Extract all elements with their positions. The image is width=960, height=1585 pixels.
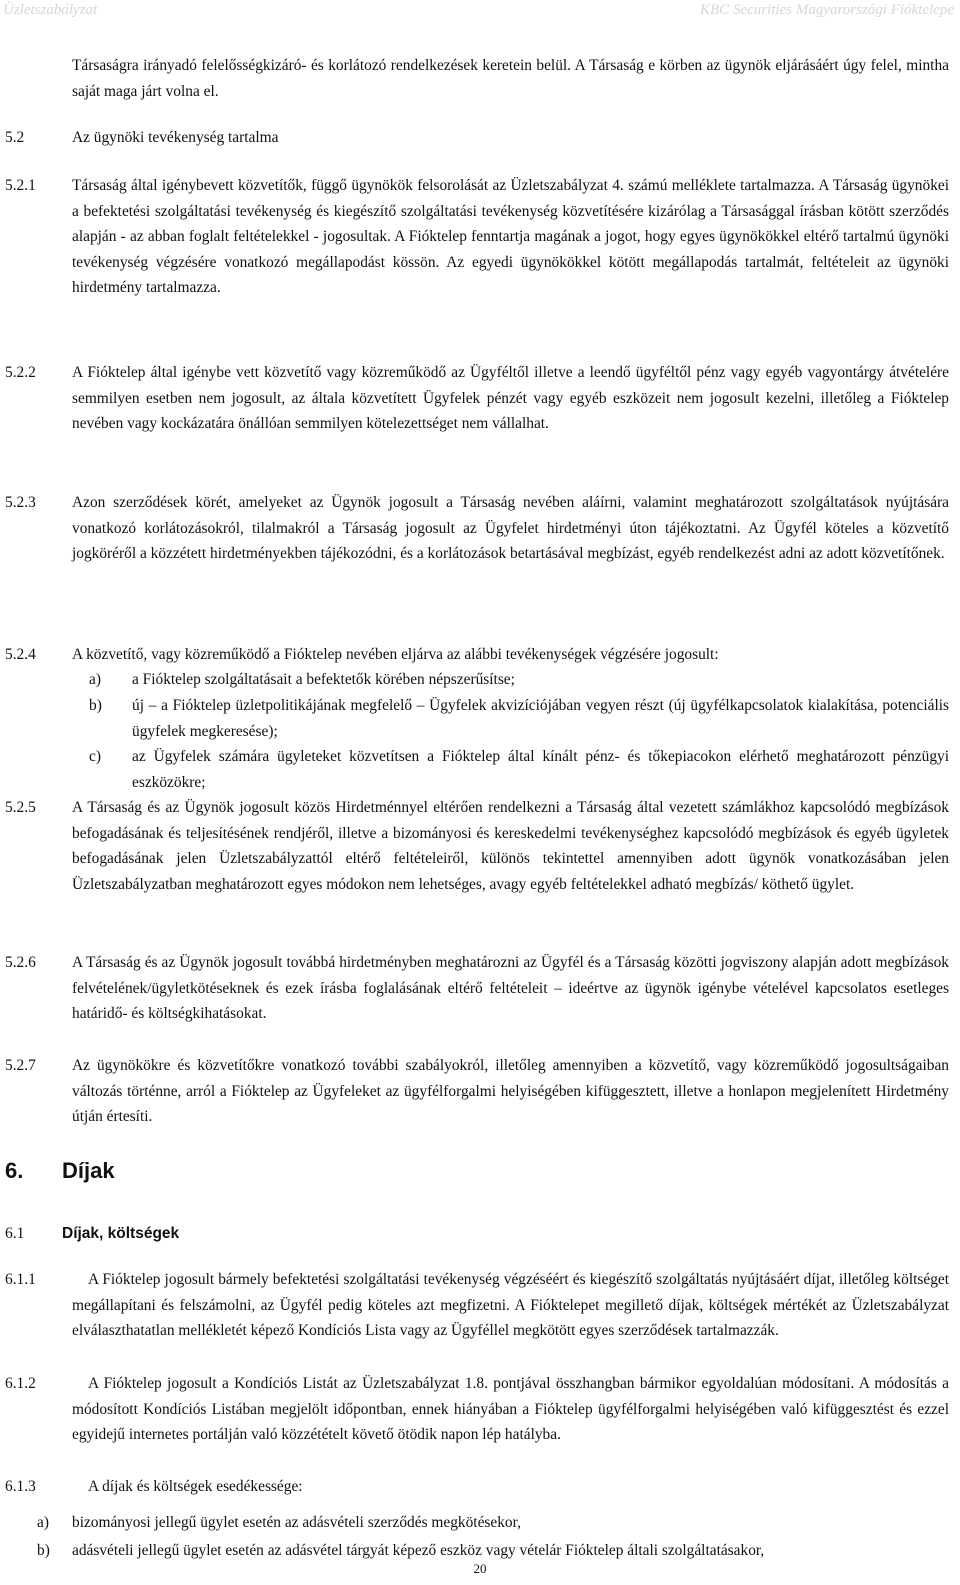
page-header (0, 0, 960, 24)
section-number: 5.2 (5, 129, 25, 146)
list-item-text: az Ügyfelek számára ügyleteket közvetítsen a Fióktelep által kínált pénz- és tőkepiacokon elérhető meghatározott pénzügyi eszközökre; (132, 748, 949, 791)
list-item-label: a) (89, 671, 101, 688)
list-item-text: a Fióktelep szolgáltatásait a befektetők körében népszerűsítse; (132, 671, 515, 688)
chapter-title: Díjak (62, 1158, 115, 1183)
subsection-number: 6.1 (5, 1225, 25, 1242)
section-text: A Társaság és az Ügynök jogosult közös Hirdetménnyel eltérően rendelkezni a Társaság által vezetett számlákhoz kapcsolódó megbízások befogadásának és teljesítésének rendjéről, illetve a bizományosi és kereskedelmi tevékenységhez kapcsolódó megbízások és egyéb ügyletek befogadásának jelen Üzletszabályzattól eltérő feltételeiről, különös tekintettel amennyiben adott ügynök vonatkozásában jelen Üzletszabályzatban meghatározott egyes módokon nem lehetséges, avagy egyéb feltételekkel adható megbízás/ köthető ügylet. (72, 799, 949, 893)
section-text: A Fióktelep jogosult a Kondíciós Listát az Üzletszabályzat 1.8. pontjával összhangban bármikor egyoldalúan módosítani. A módosítás a módosított Kondíciós Listában megjelölt időpontban, ennek hiányában a Fióktelep ügyfélforgalmi helyiségében való kifüggesztést és ezzel egyidejű internetes portálján való közzétételt követő ötödik napon lép hatályba. (72, 1375, 949, 1443)
section-text: A díjak és költségek esedékessége: (88, 1478, 303, 1495)
header-company-name: KBC Securities Magyarországi Fióktelepe (700, 2, 954, 18)
list-item-label: c) (89, 748, 101, 765)
section-text: A közvetítő, vagy közreműködő a Fióktelep nevében eljárva az alábbi tevékenységek végzésére jogosult: (72, 646, 719, 663)
page-number: 20 (473, 1561, 487, 1576)
chapter-number: 6. (5, 1158, 24, 1183)
list-item-text: új – a Fióktelep üzletpolitikájának megfelelő – Ügyfelek akvizíciójában vegyen részt (új ügyfélkapcsolatok kialakítása, potenciális ügyfelek megkeresése); (132, 697, 949, 740)
list-item-label: a) (37, 1514, 49, 1531)
section-title: Az ügynöki tevékenység tartalma (72, 129, 279, 146)
list-item-label: b) (37, 1542, 50, 1559)
section-number: 6.1.1 (5, 1271, 36, 1288)
section-text: Társaság által igénybevett közvetítők, függő ügynökök felsorolását az Üzletszabályzat 4. számú melléklete tartalmazza. A Társaság ügynökei a befektetési szolgáltatási tevékenység és kiegészítő szolgáltatási tevékenység közvetítésére kizárólag a Társasággal írásban kötött szerződés alapján - az abban foglalt feltételekkel - jogosultak. A Fióktelep fenntartja magának a jogot, hogy egyes ügynökökkel eltérő tartalmú ügynöki tevékenység végzésére vonatkozó megállapodást kössön. Az egyedi ügynökökkel kötött megállapodás tartalmát, feltételeit az ügynöki hirdetmény tartalmazza. (72, 177, 949, 296)
section-number: 5.2.3 (5, 494, 36, 511)
section-number: 5.2.4 (5, 646, 36, 663)
list-item-label: b) (89, 697, 102, 714)
section-text: A Fióktelep által igénybe vett közvetítő vagy közreműködő az Ügyféltől illetve a leendő ügyféltől pénz vagy egyéb vagyontárgy átvételére semmilyen esetben nem jogosult, az általa közvetített Ügyfelek pénzét vagy egyéb eszközeit nem jogosult kezelni, illetőleg a Fióktelep nevében vagy kockázatára önállóan semmilyen kötelezettséget nem vállalhat. (72, 364, 949, 432)
subsection-title: Díjak, költségek (62, 1225, 180, 1242)
section-number: 6.1.3 (5, 1478, 36, 1495)
section-text: Azon szerződések körét, amelyeket az Ügynök jogosult a Társaság nevében aláírni, valamint meghatározott szolgáltatások nyújtására vonatkozó korlátozásokról, tilalmakról a Társaság jogosult az Ügyfelet hirdetményi úton tájékoztatni. Az Ügyfél köteles a közvetítő jogköréről a közzétett hirdetményekben tájékozódni, és a korlátozások betartásával megbízást, egyéb rendelkezést adni az adott közvetítőnek. (72, 494, 949, 562)
header-document-title: Üzletszabályzat (3, 2, 98, 18)
list-item-text: adásvételi jellegű ügylet esetén az adásvétel tárgyát képező eszköz vagy vételár Fióktelep általi szolgáltatásakor, (72, 1542, 765, 1559)
section-text: A Fióktelep jogosult bármely befektetési szolgáltatási tevékenység végzéséért és kiegészítő szolgáltatás nyújtásáért díjat, illetőleg költséget megállapítani és felszámolni, az Ügyfél pedig köteles azt megfizetni. A Fióktelepet megillető díjak, költségek mértékét az Üzletszabályzat elválaszthatatlan mellékletét képező Kondíciós Lista vagy az Ügyféllel megkötött egyes szerződések tartalmazzák. (72, 1271, 949, 1339)
section-text: Az ügynökökre és közvetítőkre vonatkozó további szabályokról, illetőleg amennyiben a közvetítő, vagy közreműködő jogosultságaiban változás történne, arról a Fióktelep az Ügyfeleket az ügyfélforgalmi helyiségében kifüggesztett, illetve a honlapon megjelenített Hirdetmény útján értesíti. (72, 1057, 949, 1125)
section-number: 5.2.6 (5, 954, 36, 971)
section-number: 6.1.2 (5, 1375, 36, 1392)
section-number: 5.2.2 (5, 364, 36, 381)
list-item-text: bizományosi jellegű ügylet esetén az adásvételi szerződés megkötésekor, (72, 1514, 521, 1531)
section-number: 5.2.7 (5, 1057, 36, 1074)
section-number: 5.2.5 (5, 799, 36, 816)
section-text: A Társaság és az Ügynök jogosult továbbá hirdetményben meghatározni az Ügyfél és a Társaság közötti jogviszony alapján adott megbízások felvételének/ügyletkötéseknek és ezek írásba foglalásának eltérő feltételeit – ideértve az ügynök igénybe vételével kapcsolatos esetleges határidő- és költségkihatásokat. (72, 954, 949, 1022)
section-number: 5.2.1 (5, 177, 36, 194)
